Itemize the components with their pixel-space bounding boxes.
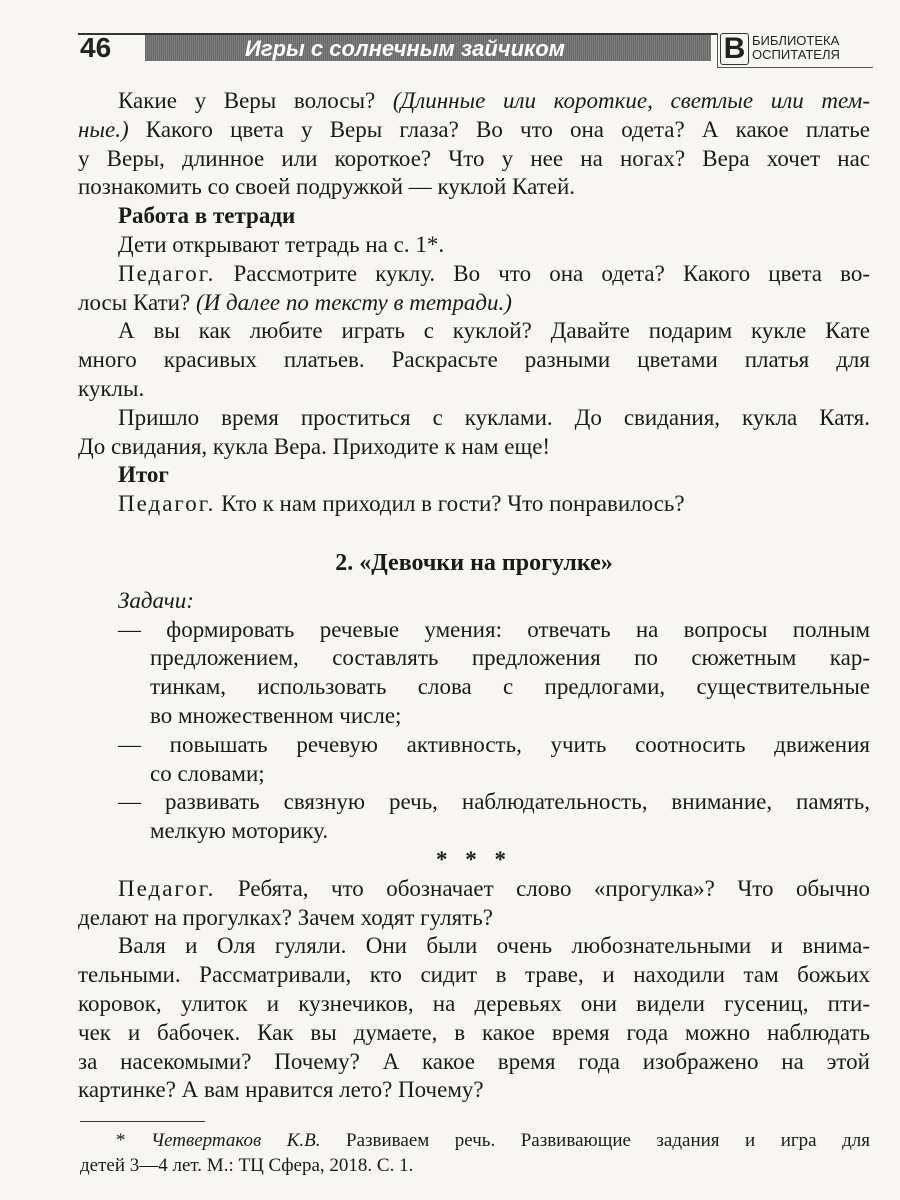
series-name [752,34,840,62]
text-run: — формировать речевые умения: отвечать на вопросы полным [118,616,870,642]
text-run: Итог [118,462,169,488]
text-run: коровок, улиток и кузнечиков, на деревьях они видели гусениц, пти- [78,990,870,1016]
text-run: Дети открывают тетрадь на с. 1*. [118,231,445,257]
text-line [78,231,870,260]
text-run: куклы. [78,375,145,401]
text-line [78,404,870,433]
text-line [78,644,870,673]
text-line [78,1048,870,1077]
text-line [78,760,870,789]
speaker-label: Педагог. [118,260,216,286]
text-run: — повышать речевую активность, учить соотносить движения [118,731,870,757]
text-line [78,961,870,990]
text-line [78,433,870,462]
italic-text: Четвертаков К.В. [151,1130,321,1151]
text-line [78,990,870,1019]
footnote [80,1128,870,1178]
tasks-label [78,587,870,616]
series-logo-letter: В [720,33,749,65]
text-line [78,846,870,875]
text-line [78,145,870,174]
page-body [78,87,870,1105]
text-line [78,1019,870,1048]
text-run: Кто к нам приходил в гости? Что понравилось? [215,491,685,517]
speaker-label: Педагог. [118,875,216,901]
text-line [78,1076,870,1105]
text-run: До свидания, кукла Вера. Приходите к нам еще! [78,433,551,459]
text-run: * [116,1130,151,1151]
series-name-line2: ОСПИТАТЕЛЯ [752,47,840,62]
text-run: детей 3—4 лет. М.: ТЦ Сфера, 2018. С. 1. [80,1155,414,1176]
text-run: Какого цвета у Веры глаза? Во что она одета? А какое платье [128,116,870,142]
text-run: картинке? А вам нравится лето? Почему? [78,1077,484,1103]
paragraph [78,490,870,519]
section-heading [78,461,870,490]
text-line [78,346,870,375]
paragraph [78,404,870,462]
text-run: чек и бабочек. Как вы думаете, в какое время года можно наблюдать [78,1019,870,1045]
text-line [78,875,870,904]
text-line [78,173,870,202]
text-run: Пришло время проститься с куклами. До свидания, кукла Катя. [118,404,870,430]
list-item [78,731,870,789]
text-line [80,1128,870,1153]
text-line [78,202,870,231]
paragraph [78,875,870,933]
text-line [78,616,870,645]
text-line [78,932,870,961]
text-run: познакомить со своей подружкой — куклой Катей. [78,174,576,200]
text-line [78,260,870,289]
text-run: предложением, составлять предложения по сюжетным кар- [150,645,870,671]
text-run: много красивых платьев. Раскрасьте разными цветами платья для [78,347,870,373]
italic-text: (Длинные или короткие, светлые или тем- [392,88,870,113]
text-line [78,587,870,616]
text-run: делают на прогулках? Зачем ходят гулять? [78,904,493,930]
text-run: Рассмотрите куклу. Во что она одета? Какого цвета во- [215,260,870,286]
paragraph [78,260,870,318]
section-heading [78,202,870,231]
text-line [78,317,870,346]
text-run: у Веры, длинное или короткое? Что у нее на ногах? Вера хочет нас [78,145,870,171]
series-name-line1: БИБЛИОТЕКА [752,33,840,48]
text-line [78,289,870,318]
text-run: во множественном числе; [150,702,402,728]
text-run: — развивать связную речь, наблюдательность, внимание, память, [118,789,870,815]
text-run: А вы как любите играть с куклой? Давайте подарим кукле Кате [118,318,870,344]
italic-text: ные.) [78,116,129,142]
text-run: Валя и Оля гуляли. Они были очень любознательными и внима- [118,933,870,959]
list-item [78,788,870,846]
text-run: * * * [436,846,512,872]
page-number: 46 [80,32,112,63]
text-line [78,817,870,846]
text-run: за насекомыми? Почему? А какое время года изображено на этой [78,1048,870,1074]
footnote-rule [80,1121,205,1122]
text-line [78,788,870,817]
text-line [78,375,870,404]
text-run: тинкам, использовать слова с предлогами, существительные [150,674,870,700]
text-run: Задачи: [118,587,194,613]
text-run: лосы Кати? [78,289,196,315]
running-header-title: Игры с солнечным зайчиком [245,36,565,61]
list-item [78,616,870,731]
paragraph [78,317,870,403]
text-run: 2. «Девочки на прогулке» [335,549,613,576]
text-run: Развиваем речь. Развивающие задания и игра для [320,1130,870,1151]
text-line [78,549,870,578]
text-run: Ребята, что обозначает слово «прогулка»? Что обычно [215,875,870,901]
text-run: мелкую моторику. [150,818,329,844]
italic-text: (И далее по тексту в тетради.) [195,289,512,315]
text-run: со словами; [150,760,265,786]
speaker-label: Педагог. [118,491,216,517]
text-line [78,904,870,933]
text-line [78,673,870,702]
paragraph [78,231,870,260]
chapter-title [78,549,870,578]
text-run: тельными. Рассматривали, кто сидит в траве, и находили там божьих [78,962,870,988]
text-run: Какие у Веры волосы? [118,88,393,113]
text-line [80,1153,870,1178]
paragraph [78,87,870,202]
text-line [78,490,870,519]
text-line [78,731,870,760]
text-line [78,702,870,731]
text-run: Работа в тетради [118,203,296,229]
text-line [78,461,870,490]
text-line [78,87,870,116]
text-line [78,116,870,145]
section-separator [78,846,870,875]
paragraph [78,932,870,1105]
